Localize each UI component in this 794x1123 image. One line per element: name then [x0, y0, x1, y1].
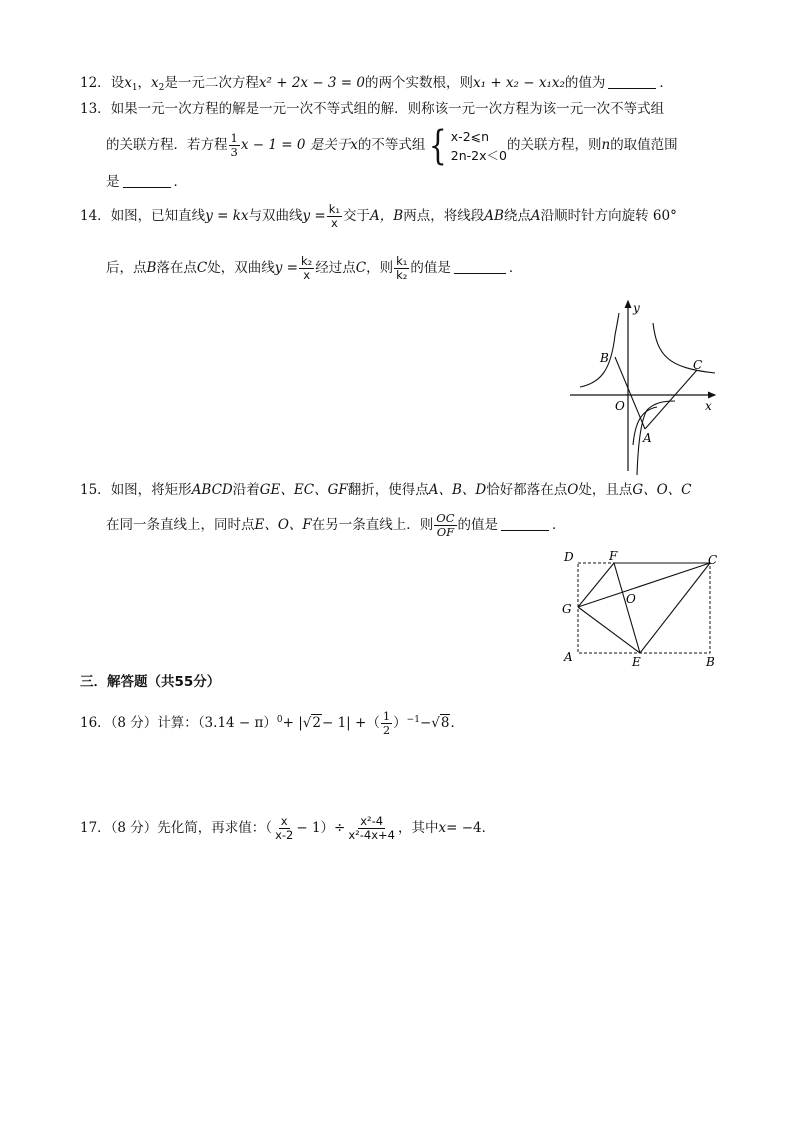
segment-ge	[578, 607, 640, 653]
question-number: 16．（8 分）计算：	[80, 715, 198, 731]
fraction: $\frac{\text{k₂}}{x}$	[301, 254, 313, 282]
segment-fe	[614, 563, 640, 653]
fraction: $\frac{\text{k₁}}{\text{k₂}}$	[396, 254, 408, 282]
line-ab	[615, 357, 645, 429]
point-g-label: G	[562, 602, 572, 616]
y-axis-label: y	[633, 301, 640, 315]
question-number: 17．（8 分）先化简，再求值：（	[80, 820, 273, 836]
fraction: $\frac{1}{3}$	[230, 131, 238, 159]
point-d-label: D	[564, 550, 574, 564]
question-12: 12．设$x_1$，$x_2$是一元二次方程x² + 2x − 3 = 0的两个实数根，则x₁ + x₂ − x₁x₂的值为 ．	[80, 75, 673, 93]
q14-figure	[565, 295, 725, 475]
inequality-system: x-2⩽n 2n-2x＜0	[450, 128, 507, 163]
point-b-label: B	[706, 655, 715, 669]
q15-figure	[558, 545, 728, 673]
question-16: 16．（8 分）计算：$(3.14 - \pi)^0+ |√2- 1|$ +（ $\frac{1}{2}$ ）$^{-1}$−√8．	[80, 709, 464, 737]
question-number: 14．	[80, 208, 111, 224]
fraction: $\frac{OC}{OF}$	[436, 511, 455, 539]
point-o-label: O	[626, 592, 636, 606]
line-ac	[645, 370, 697, 429]
point-c-label: C	[693, 358, 703, 372]
point-a-label: A	[643, 431, 652, 445]
segment-gc	[578, 563, 710, 607]
answer-blank[interactable]	[454, 261, 506, 274]
segment-gf	[578, 563, 614, 607]
question-15-line1: 15．如图，将矩形ABCD沿着GE、EC、GF翻折，使得点A、B、D恰好都落在点O处，且点G、O、C	[80, 482, 692, 498]
fraction: $\frac{1}{2}$	[382, 709, 391, 737]
question-17: 17．（8 分）先化简，再求值：（ $\frac{x}{x-2}$ − 1）÷ $\frac{\text{x²-4}}{\text{x²-4x+4}}$ ，其中x= −4．	[80, 814, 496, 842]
point-o-label: O	[615, 399, 625, 413]
hyperbola-k1-branch	[580, 313, 619, 387]
question-number: 13．	[80, 101, 111, 117]
sqrt-icon: √	[431, 715, 440, 731]
answer-blank[interactable]	[608, 76, 656, 89]
point-b-label: B	[600, 351, 609, 365]
hyperbola-k2-branch	[653, 323, 715, 373]
question-number: 15．	[80, 482, 111, 498]
rectangle-abcd	[578, 563, 710, 653]
fraction: $\frac{\text{x²-4}}{\text{x²-4x+4}}$	[348, 814, 395, 842]
question-15-line2: 在同一条直线上，同时点E、O、F在另一条直线上．则 $\frac{OC}{OF}$ 的值是 ．	[106, 511, 566, 539]
x-axis-label: x	[705, 399, 712, 413]
point-f-label: F	[609, 549, 618, 563]
segment-ec	[640, 563, 710, 653]
fraction: $\frac{x}{x-2}$	[275, 814, 294, 842]
point-a-label: A	[564, 650, 573, 664]
question-13-line3: 是 ．	[106, 174, 187, 190]
question-14-line1: 14．如图，已知直线y = kx与双曲线y = $\frac{\text{k₁}}{x}$ 交于A，B两点，将线段AB绕点A沿顺时针方向旋转 60°	[80, 202, 677, 230]
fraction: $\frac{\text{k₁}}{x}$	[328, 202, 341, 230]
equation: x² + 2x − 3 = 0	[258, 75, 365, 91]
point-c-label: C	[708, 553, 718, 567]
question-number: 12．	[80, 75, 111, 91]
sqrt-icon: √	[302, 715, 312, 731]
point-e-label: E	[632, 655, 641, 669]
answer-blank[interactable]	[123, 175, 171, 188]
section-heading: 三．解答题（共55分）	[80, 674, 221, 690]
expression: x₁ + x₂ − x₁x₂	[473, 75, 565, 91]
answer-blank[interactable]	[501, 518, 549, 531]
question-14-line2: 后，点B落在点C处，双曲线y = $\frac{\text{k₂}}{x}$ 经过点C，则 $\frac{\text{k₁}}{\text{k₂}}$ 的值是 ．	[106, 254, 523, 282]
brace-icon: {	[429, 122, 447, 169]
question-13-line2: 的关联方程．若方程 $\frac{1}{3}$ x − 1 = 0 是关于x的不等式组{ x-2⩽n 2n-2x＜0 的关联方程，则n的取值范围	[106, 122, 678, 169]
question-13-line1: 13．如果一元一次方程的解是一元一次不等式组的解．则称该一元一次方程为该一元一次不等式组	[80, 101, 665, 117]
